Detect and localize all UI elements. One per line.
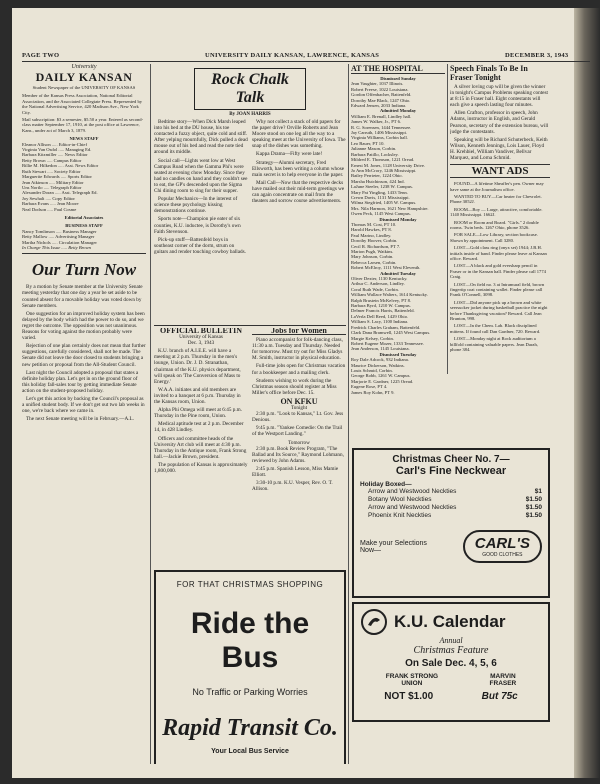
staff-item: Virginia Van Osdol ..... Managing Ed. [22,147,92,153]
jobs-item: Full-time jobs open for Christmas vacation for a bookkeeper and a mailing clerk. [252,363,346,376]
staff-item: Barbara Evans ..... Jean Moore [22,201,79,207]
patient-line: James W. Walker, Jr., PT 6. [351,119,402,125]
speech-paragraph: A silver loving cup will be given the winner in tonight's Campus Problems speaking contest at 8:15 in Fraser hall. Eight contestants will each give a speech lasting four minutes. [450,84,548,109]
patient-line: Wilma Siegfried, 1405 W. Campus. [351,200,417,206]
calendar-ad-annual: Annual [439,636,463,645]
carls-logo [463,530,542,563]
kfku-subheading: Tomorrow [288,439,310,446]
calendar-ad-location: MARVIN [490,673,516,680]
calendar-ad-title: K.U. Calendar [394,612,506,631]
patient-line: Marjorie E. Gardner, 1225 Oread. [351,378,414,384]
bus-ad-company: Rapid Transit Co. [162,715,338,741]
staff-list [22,142,146,212]
want-ad: LOST—In the Chem. Lab. Black disciplined mittens. If found call Dan Gardner, 720. Reward. [450,323,541,334]
hospital-title: AT THE HOSPITAL [351,64,445,74]
hospital-column [351,64,445,444]
bus-ad [154,570,346,764]
page-fold-shadow [574,8,600,778]
column-paragraph: Sports note—Champion pie eater of six counties, K.U. inductee, is Dorothy's own Faith Stevenson. [154,216,241,235]
patient-line: Marsha Hutchinson, 424 Ind. [351,178,405,184]
editorial-paragraph: Let's get this action by backing the Council's proposal as a unified student body. If we don't get out two lab weeks in one, we're back where we came in. [22,395,145,415]
neckwear-price: $1.50 [525,504,542,511]
hospital-subhead: Dismissed Monday [379,216,417,222]
kfku-item: 2:45 p.m. Spanish Lesson, Miss Mamie Elliott. [252,465,339,478]
hospital-subhead: Admitted Tuesday [380,270,416,276]
patient-line: George Robb, 1261 W. Campus. [351,373,411,379]
staff-item: Jean Atkinson ..... Military Editor [22,179,84,185]
calendar-ad-feature: Christmas Feature [413,645,489,656]
want-ad: FOR SALE—Low Library, section bookcase. Shown by appointment. Call 3280. [450,232,538,243]
neckwear-price: $1.50 [525,496,542,503]
editorial-paragraph: One suggestion for an improved holiday system has been delayed by the body which had the power to do so, and we regret the outcome. The opposition was not unanimous. Reasons for voting against the motion probably were varied. [22,310,145,342]
patient-line: Fredrick Charles Graham, Battenfeld. [351,324,421,330]
neckwear-price: $1.50 [525,512,542,519]
in-charge-line: In Charge This Issue ..... Betty Brown [22,244,91,250]
bulletin-item: Medical aptitude test at 2 p.m. December 14, in 428 Lindley. [154,421,244,434]
news-staff-heading: NEWS STAFF [69,136,99,142]
patient-line: Ernest M. Jones, 1128 University Drive. [351,162,426,168]
bulletin-sub: University of Kansas [179,334,223,341]
carls-ad-subtitle: Carl's Fine Neckwear [395,465,507,477]
want-ad: ROOM—Boy — Large, attractive, comfortable. 1140 Mississippi. 1662J. [450,206,543,218]
patient-line: Delmer Francis Harris, Battenfeld. [351,308,415,314]
kfku-item: 2:30 p.m. "Look to Kansas," Lt. Gov. Jess Denious. [252,411,344,424]
editorial-paragraph: Rejection of one plan certainly does not mean that further suggestions, carefully considered, shall not be made. The Senate did not leave the door closed to students bringing a new petition or proposal from the All-Student Council. [22,343,146,368]
carls-ad-holiday: Holiday Boxed— [360,481,412,488]
bulletin-item: Alpha Phi Omega will meet at 6:45 p.m. Thursday in the Pine room, Union. [154,407,242,420]
neckwear-item: Botany Wool Neckties [368,496,432,503]
want-ads-title: WANT ADS [450,164,550,178]
staff-item: Neal Dodson ..... Paul Cosme [22,206,77,212]
want-ad: WANTED TO BUY—Car heater for Chevrolet. Phone 3052J. [450,193,542,205]
want-ad: LOST—On field no. 3 at Intramural field, brown fingertip coat containing wallet. Finder please call Frank O'Connell, 3098. [450,281,545,298]
column-paragraph: Mail Call—Now that the respective decks have mailed out their mid-term greetings we can again concentrate on mail from the theaters and sorrow course advertisements. [252,179,345,205]
patient-line: Coral Ruth Wade, Corbin. [351,286,399,292]
bus-ad-top: FOR THAT CHRISTMAS SHOPPING [176,580,324,589]
want-ad: LOST—Did anyone pick up a brown and white seersucker jacket during basketball practice the night before Thanksgiving vacation? Reward. Call Jean Brunton, 998. [450,299,548,322]
patient-line: Jean Vaughter, 1037 Illinois. [351,81,404,87]
kfku-item: 9:45 p.m. "Yankee Comedie: On the Trail of the Westport Landing." [252,425,343,438]
column-title-box [194,68,306,110]
staff-item: Barbara Kitzmiller ..... News Editor [22,152,88,158]
patient-line: Leo Bauer, PT 10. [351,140,385,146]
masthead-subtitle: Student Newspaper of the UNIVERSITY OF KANSAS [32,85,136,90]
patient-line: William E. Brenall, Lindley hall. [351,113,412,119]
patient-line: Barbara Byrd, 1210 W. Campus. [351,303,411,309]
column-paragraph: Kappa Drama—Fifty were late! [256,151,323,158]
divider [22,253,146,254]
column-paragraph: Popular Mechanics—In the interest of science these psychology kissing demonstrations continue. [154,196,238,215]
jobs-item: Piano accompanist for folk-dancing class, 11:30 a.m. Tuesday and Thursday. Needed for tomorrow. Must try out for Miss Gladys M. Smith, instructor in physical education. [252,337,343,362]
carls-logo-text: CARL'S [474,535,530,552]
column-body [154,119,346,325]
patient-line: Roy Dale Adcock, 932 Indiana. [351,357,409,363]
patient-line: Dorothy Hoover, Corbin. [351,238,398,244]
calendar-ad-sale: On Sale Dec. 4, 5, 6 [405,658,497,669]
neckwear-row [368,488,542,496]
biz-item: Nancy Tomlinson ..... Business Manager [22,228,97,234]
issue-date: DECEMBER 3, 1943 [505,52,569,59]
patient-line: Cecil R. Richardson, PT 7. [351,243,401,249]
column-rule [150,64,151,764]
calendar-ad-location: FRANK STRONG [385,673,439,680]
masthead-title: DAILY KANSAN [35,70,133,84]
jobs-and-radio [252,328,346,564]
staff-item: Betty Brown ..... Campus Editor [22,157,82,163]
right-column [450,64,550,444]
bus-ad-tagline: Your Local Bus Service [211,748,289,755]
masthead-kicker: University [71,64,97,70]
neckwear-row [368,504,542,512]
patient-line: Marion Pugh, Watkins. [351,249,394,254]
patient-line: Arthur C. Anderson, Lindley. [351,281,405,287]
carls-ad-title: Christmas Cheer No. 7— [392,454,510,465]
patient-line: Oliver Dexter, 1130 Kentucky. [351,276,408,282]
patient-line: R. G. Sorensen, 1444 Tennessee. [351,124,412,130]
editorial-body [22,284,146,422]
want-ad: FOUND—A lifetime Sheaffer's pen. Owner may have same at the Journalism office. [450,181,544,192]
patient-line: Mildred E. Thomson, 1221 Oread. [351,157,415,163]
patient-line: Louis Schmid, Corbin. [351,367,393,373]
kfku-title: ON KFKU [280,396,318,406]
hospital-subhead: Dismissed Tuesday [379,351,417,357]
column-rule [348,64,349,764]
bulletin-item: K.U. branch of A.I.E.E. will have a meeting at 2 p.m. Thursday in the men's lounge, Union. Dr. J. D. Stranathan, chairman of the K.U. physics department, will speak on 'The Conversion of Mass to Energy.' [154,348,241,385]
patient-line: Edward Jensen, 2033 Indiana. [351,103,407,109]
want-ad: LOST—A black and gold eversharp pencil in Fraser or in the Kansan hall. Finder please call 1774 Craig. [450,263,546,280]
calendar-ad-old-price: NOT $1.00 [384,691,434,702]
left-column [22,64,146,768]
patient-line: Jay Carruth, 1406 Mississippi. [351,130,408,136]
neckwear-item: Arrow and Westwood Neckties [368,488,457,495]
bulletin-item: W.A.A. initiates and old members are invited to a banquet at 6 p.m. Thursday in the Kansas room, Union. [154,386,241,406]
patient-line: Mary Johnson, Corbin. [351,254,394,260]
patient-line: Margie Kelsey, Corbin. [351,335,394,341]
neckwear-price: $1 [534,488,542,495]
speech-headline: Speech Finals To Be In Fraser Tonight [450,64,528,82]
bulletin-title: OFFICIAL BULLETIN [159,328,243,335]
patient-line: William S. Lacy, 1100 Indiana. [351,319,409,325]
official-bulletin [154,328,248,564]
neckwear-item: Arrow and Westwood Neckties [368,504,457,511]
center-column [154,64,346,764]
want-ad: LOST—Gold class ring (onyx set) 1944; J.B.H. initials inside of band. Finder please leave at Kansan office. Reward. [450,245,547,261]
staff-item: Uns Nortlo ..... Telegraph Editor [22,184,82,190]
column-byline: By JOAN HARRIS [229,112,271,117]
patient-line: Mrs. Nila Harmon, 1621 New Hampshire. [351,205,429,211]
header-rule [22,61,590,62]
column-paragraph: Social call—Lights went low at West Campus Road when the Gamma Phi's were seated at evening chow Monday. Since they had no candles on hand and they couldn't see to eat, the GP's descended upon the Sigma Chi dining room to sing for their supper. [154,157,248,195]
neckwear-item: Phoenix Knit Neckties [368,512,432,519]
bus-ad-headline: Ride the Bus [190,607,310,674]
page-number: PAGE TWO [22,52,60,59]
patient-line: Bailey Perrieter, 1224 Ohio. [351,173,403,179]
patient-line: Jo Ann McCrory, 1246 Mississippi. [351,167,417,173]
kfku-item: 2:30 p.m. Book Review Program, "The Ballad and Its Source," Raymond Lohmann, reviewed by John Adams. [252,445,344,464]
kfku-item: 3:30-10 p.m. K.U. Vesper, Rev. O. T. Allison. [252,480,333,493]
bulletin-date: Dec. 3, 1943 [187,340,215,347]
kfku-sub: Tonight [290,405,308,412]
column-title: Rock Chalk Talk [211,71,289,106]
editorial-paragraph: By a motion by Senate member at the University Senate meeting yesterday that one day a year be set aside to be counted absent for a movable holiday was voted down by Senate members. [22,284,143,309]
patient-line: William Wallace Walters, 1614 Kentucky. [351,292,428,298]
patient-line: Robert Freese, 1022 Louisiana. [351,86,409,92]
patient-line: Thomas M. Cost, PT 10. [351,221,397,227]
column-paragraph: Bedtime story—When Dick Marsh leaped into his bed at the DU house, his toe contacted a fuzzy object, quite cold and stiff. After yelping mournfully, Dick pulled a dead mouse out of his bed and read the note tied around its middle. [154,119,248,156]
business-staff-heading: BUSINESS STAFF [65,223,103,229]
patient-line: Maurice Dickerson, Watkins. [351,362,405,368]
patient-line: Robert McElroy, 1111 West Eleventh. [351,265,421,271]
bus-ad-middle: No Traffic or Parking Worries [192,687,308,697]
bulletin-jobs-row [154,325,346,564]
carls-ad-cta: Make your Selections Now— [360,539,427,554]
calendar-ad-location: FRASER [489,680,517,687]
calendar-ad-location: UNION [401,680,423,687]
patient-line: Gordon Offenbacher, Battenfeld. [351,92,412,98]
biz-item: Martha Nichols ..... Circulation Manager [22,239,97,245]
jobs-title: Jobs for Women [252,328,346,335]
biz-item: Betty Mallow ..... Advertising Manager [22,234,95,240]
patient-line: Mary Pat Yingling, 1433 Tenn. [351,189,408,195]
neckwear-row [368,512,542,520]
editorial-associates-heading: Editorial Associates [64,214,104,220]
want-ad: LOST—Monday night at Rock auditorium a billfold containing valuable papers. Jean Darah, phone 384. [450,336,538,353]
patient-line: Ralph Brustein McKelvey, PT 8. [351,297,412,303]
patient-line: Rebecca Larsen, Corbin. [351,259,397,265]
hospital-subhead: Admitted Monday [379,108,417,114]
staff-item: Joy Sewhalt ..... Copy Editor [22,195,75,201]
editorial-title: Our Turn Now [31,260,137,280]
patient-line: Barbara Patillo, Locksley. [351,151,399,157]
patient-line: Virginia Williams, Corbin hall. [351,135,408,141]
neckwear-row [368,496,542,504]
carls-logo-sub: GOOD CLOTHES [482,552,523,558]
hospital-subhead: Dismissed Sunday [380,76,416,81]
patient-line: Owen Peck, 1145 West Campus. [351,211,411,217]
patient-line: LaVerla Dell Reed, 1429 Ohio. [351,313,409,319]
editorial-paragraph: Last night the Council adopted a proposal that states a definite holiday plan. Let's get in on the ground floor of this holiday fall-sales tour by getting immediate Senate action on the student-proposed holiday. [22,369,139,394]
want-ad: ROOM or Room and Board. "Girls." 2 double rooms. Twin beds. 1267 Ohio, phone 3526. [450,219,539,230]
patient-line: LaJune Steeler, 1238 W. Campus. [351,184,413,190]
paper-name: UNIVERSITY DAILY KANSAN, LAWRENCE, KANSAS [205,52,380,59]
column-paragraph: Pick-up stuff—Battenfeld boys in southeast corner of the dorm, strum on guitars and render touching cowboy ballads. [154,236,246,255]
jayhawk-icon [360,608,388,636]
patient-line: Julianne Mason, Corbin. [351,146,397,152]
masthead-mail: Mail subscription: $3 a semester, $5.50 a year. Entered as second-class matter September 17, 1910, at the post office at Lawrence, Kans., under act of March 3, 1879. [22,117,144,133]
staff-item: Eleanor Allison ..... Editor-in-Chief [22,141,87,147]
calendar-ad-price: But 75c [481,691,518,702]
patient-line: James Roy Kohn, PT 9. [351,389,395,395]
staff-item: Billie M. Hilkedon ..... Asst. News Editor [22,163,99,169]
bulletin-item: Officers and committee heads of the University Art club will meet at 4:30 p.m. Thursday in the Antique room, Frank Strong hall.—Jackie Brown, president. [154,435,247,460]
column-paragraph: Why not collect a stack of old papers for the paper drive? Orville Roberts and Jean Moore stood on one leg all the way to a speaking meet at the University of Iowa. The snap of the dishes was something. [252,119,346,150]
carls-ad [352,448,550,598]
staff-item: Alexander Doran ..... Asst. Telegraph Ed. [22,190,98,196]
jobs-item: Students wishing to work during the Christmas season should register at Miss Miller's office before Dec. 15. [252,377,337,396]
calendar-ad [352,602,550,722]
editorial-paragraph: The next Senate meeting will be in February.—A.L. [26,416,134,423]
patient-line: Jean Anderson, 1145 Louisiana. [351,346,410,352]
patient-line: Crewn Davis, 1131 Mississippi. [351,194,410,200]
speech-paragraph: Allen Crafton, professor in speech, John Adams, instructor in English, and Gerald Pearson, secretary of the extension bureau, will judge the contestants. [450,110,549,135]
column-rule [447,64,448,374]
column-paragraph: Strategy—Alumni secretary, Fred Ellsworth, has been writing a column whose main secret is to help everyone in the paper. [252,159,345,178]
staff-item: Marguerite Edwards ..... Sports Editor [22,174,92,180]
patient-line: Eugene Rose, PT 4. [351,384,388,390]
patient-line: Dorothy Mae Black, 1247 Ohio. [351,97,411,103]
patient-line: Robert Eugene Mozer, 1333 Tennessee. [351,340,424,346]
patient-line: Harold Hawkes, PT 8. [351,227,392,233]
bulletin-item: The population of Kansas is approximately 1,800,000. [154,461,248,474]
masthead-about: Member of the Kansas Press Association, National Editorial Association, and the Associated Collegiate Press. Represented by the National Advertising Service, 420 Madison Ave., New York City. [22,93,143,115]
patient-line: Clark Dana Bramwell, 1245 West Campus. [351,330,431,336]
staff-item: Ruth Stewart ..... Society Editor [22,168,81,174]
speech-paragraph: Speaking will be Richard Schuterbeck, Keith Wilson, Kenneth Jennings, Lois Lauer, Floyd H. Krehbiel, William Vandiver, Bellvar Marquez, and Lorna Schmid. [450,136,548,162]
patient-line: Paul Marino, Lindley. [351,232,392,238]
